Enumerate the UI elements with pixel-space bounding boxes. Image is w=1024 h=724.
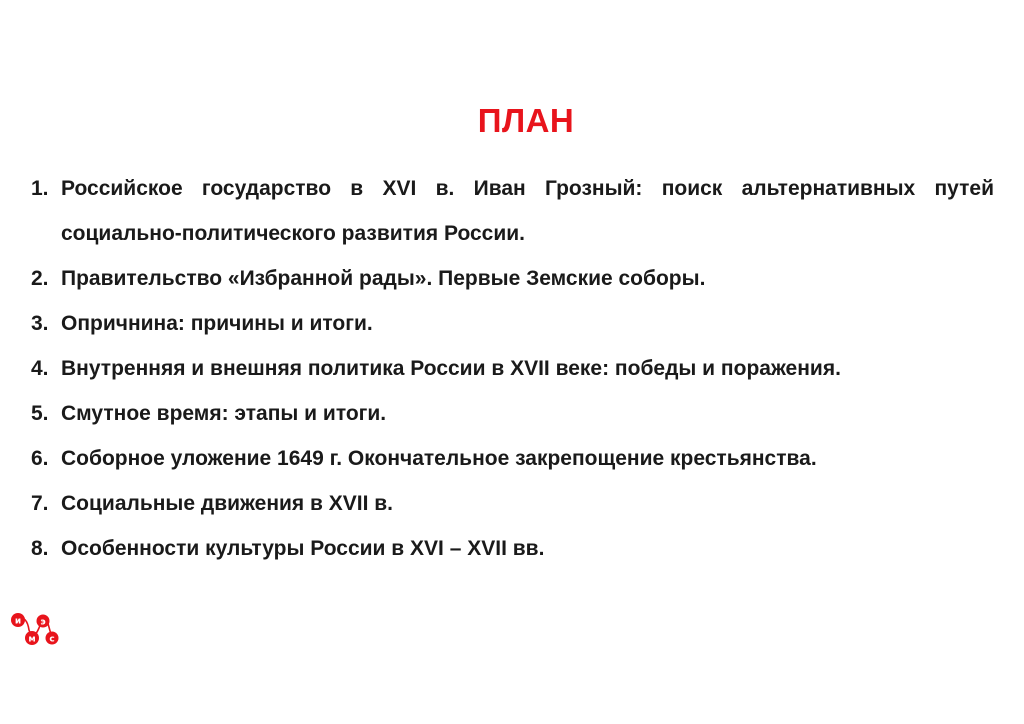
- plan-item-7: [31, 481, 994, 526]
- plan-item-1: [31, 166, 994, 256]
- plan-item-text: Российское государство в XVI в. Иван Грозный: поиск альтернативных путей социально-политического развития России.: [61, 177, 994, 245]
- plan-item-text: Смутное время: этапы и итоги.: [61, 402, 387, 425]
- plan-item-text: Внутренняя и внешняя политика России в XVII веке: победы и поражения.: [61, 357, 841, 380]
- plan-item-8: [31, 526, 994, 571]
- slide-title: ПЛАН: [477, 102, 575, 139]
- plan-item-text: Социальные движения в XVII в.: [61, 492, 394, 515]
- plan-item-text: Правительство «Избранной рады». Первые Земские соборы.: [61, 267, 706, 290]
- plan-item-3: [31, 301, 994, 346]
- logo-letter: и: [14, 616, 22, 627]
- plan-item-text: Опричнина: причины и итоги.: [61, 312, 373, 335]
- plan-item-number: 5.: [31, 402, 49, 425]
- plan-item-5: [31, 391, 994, 436]
- plan-item-number: 8.: [31, 537, 49, 560]
- plan-item-text: Особенности культуры России в XVI – XVII вв.: [61, 537, 545, 560]
- plan-item-number: 3.: [31, 312, 49, 335]
- logo-letter: м: [28, 634, 36, 645]
- plan-list: [31, 166, 994, 571]
- plan-item-4: [31, 346, 994, 391]
- plan-item-number: 4.: [31, 357, 49, 380]
- logo-letter: с: [49, 634, 55, 645]
- imes-logo-icon: [9, 608, 59, 650]
- plan-item-number: 1.: [31, 177, 49, 200]
- plan-item-6: [31, 436, 994, 481]
- plan-item-text: Соборное уложение 1649 г. Окончательное закрепощение крестьянства.: [61, 447, 817, 470]
- plan-item-number: 7.: [31, 492, 49, 515]
- logo-letter: э: [40, 617, 46, 628]
- plan-item-2: [31, 256, 994, 301]
- plan-item-number: 6.: [31, 447, 49, 470]
- plan-item-number: 2.: [31, 267, 49, 290]
